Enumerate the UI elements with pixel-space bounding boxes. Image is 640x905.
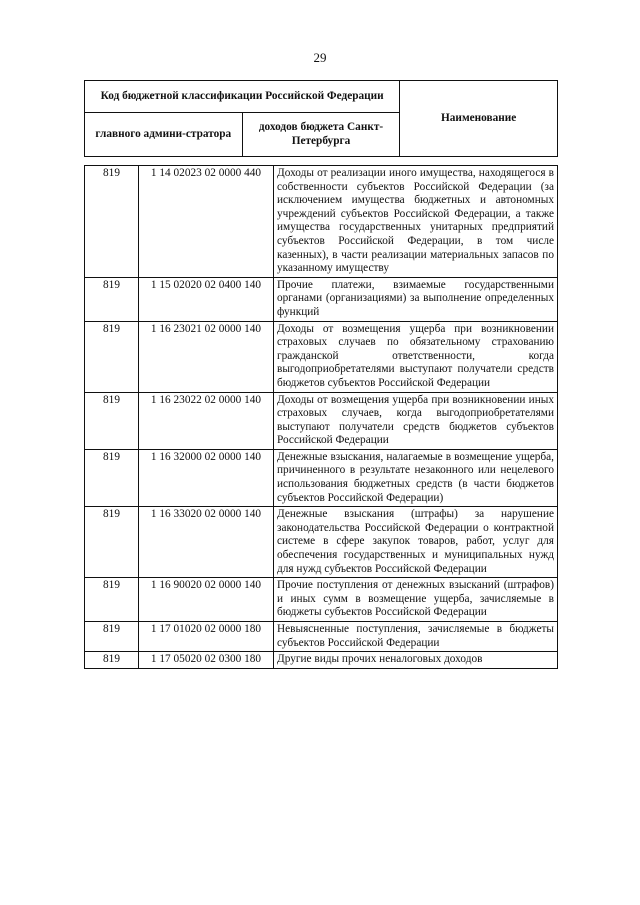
table-header xyxy=(84,80,558,157)
revenue-code: 1 16 90020 02 0000 140 xyxy=(139,578,274,622)
revenue-name: Прочие платежи, взимаемые государственными органами (организациями) за выполнение определенных функций xyxy=(274,277,558,321)
admin-code: 819 xyxy=(85,622,139,652)
table-row xyxy=(85,578,558,622)
revenue-code: 1 17 05020 02 0300 180 xyxy=(139,652,274,669)
header-code-column: доходов бюджета Санкт-Петербурга xyxy=(242,113,400,157)
admin-code: 819 xyxy=(85,321,139,392)
page-number: 29 xyxy=(313,50,327,65)
revenue-code: 1 16 23021 02 0000 140 xyxy=(139,321,274,392)
revenue-name: Денежные взыскания (штрафы) за нарушение законодательства Российской Федерации о контрактной системе в сфере закупок товаров, работ, услуг для обеспечения государственных и муниципальных нужд для нужд субъектов Российской Федерации xyxy=(274,507,558,578)
table-row xyxy=(85,622,558,652)
admin-code: 819 xyxy=(85,166,139,278)
header-name-column: Наименование xyxy=(400,81,558,157)
revenue-name: Доходы от возмещения ущерба при возникновении страховых случаев по обязательному страхованию гражданской ответственности, когда выгодоприобретателями выступают получатели средств бюджетов субъектов Российской Федерации xyxy=(274,321,558,392)
header-group-title: Код бюджетной классификации Российской Федерации xyxy=(85,81,400,113)
revenue-code: 1 17 01020 02 0000 180 xyxy=(139,622,274,652)
admin-code: 819 xyxy=(85,277,139,321)
admin-code: 819 xyxy=(85,449,139,506)
revenue-code: 1 15 02020 02 0400 140 xyxy=(139,277,274,321)
admin-code: 819 xyxy=(85,652,139,669)
revenue-name: Денежные взыскания, налагаемые в возмещение ущерба, причиненного в результате незаконного или нецелевого использования бюджетных средств (в части бюджетов субъектов Российской Федерации) xyxy=(274,449,558,506)
table-row xyxy=(85,166,558,278)
revenue-code: 1 16 32000 02 0000 140 xyxy=(139,449,274,506)
header-admin-column: главного админи-стратора xyxy=(85,113,243,157)
revenue-name: Прочие поступления от денежных взысканий (штрафов) и иных сумм в возмещение ущерба, зачисляемые в бюджеты субъектов Российской Федерации xyxy=(274,578,558,622)
admin-code: 819 xyxy=(85,578,139,622)
revenue-name: Другие виды прочих неналоговых доходов xyxy=(274,652,558,669)
revenue-name: Доходы от реализации иного имущества, находящегося в собственности субъектов Российской Федерации (за исключением имущества бюджетных и автономных учреждений субъектов Российской Федерации, а также имущества государственных унитарных предприятий субъектов Российской Федерации, в том числе казенных), в части реализации материальных запасов по указанному имуществу xyxy=(274,166,558,278)
table-row xyxy=(85,277,558,321)
admin-code: 819 xyxy=(85,392,139,449)
revenue-table xyxy=(84,165,558,669)
table-row xyxy=(85,449,558,506)
table-row xyxy=(85,507,558,578)
admin-code: 819 xyxy=(85,507,139,578)
revenue-name: Доходы от возмещения ущерба при возникновении иных страховых случаев, когда выгодоприобретателями выступают получатели средств бюджетов субъектов Российской Федерации xyxy=(274,392,558,449)
table-row xyxy=(85,652,558,669)
revenue-code: 1 16 23022 02 0000 140 xyxy=(139,392,274,449)
table-row xyxy=(85,321,558,392)
table-row xyxy=(85,392,558,449)
revenue-code: 1 16 33020 02 0000 140 xyxy=(139,507,274,578)
revenue-code: 1 14 02023 02 0000 440 xyxy=(139,166,274,278)
revenue-name: Невыясненные поступления, зачисляемые в бюджеты субъектов Российской Федерации xyxy=(274,622,558,652)
